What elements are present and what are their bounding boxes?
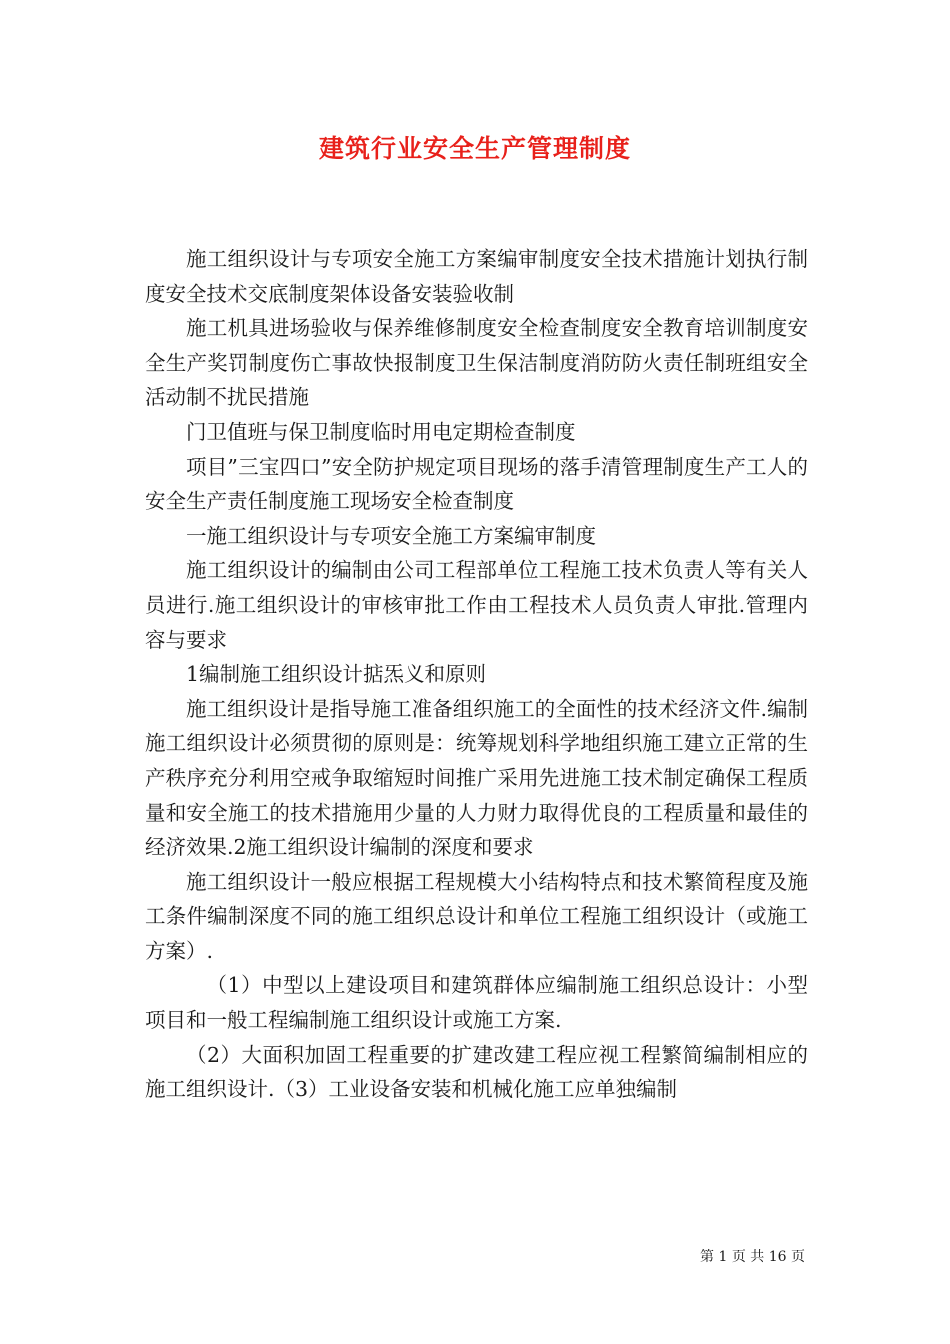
paragraph: 施工机具进场验收与保养维修制度安全检查制度安全教育培训制度安全生产奖罚制度伤亡事故快报制度卫生保洁制度消防防火责任制班组安全活动制不扰民措施: [145, 316, 808, 410]
page-number: 第 1 页 共 16 页: [700, 1249, 805, 1265]
paragraph: 1编制施工组织设计掂炁义和原则: [186, 662, 487, 687]
document-title: 建筑行业安全生产管理制度: [318, 134, 631, 163]
paragraph: 门卫值班与保卫制度临时用电定期检查制度: [186, 419, 576, 444]
document-body: [145, 242, 808, 1107]
paragraph: （2）大面积加固工程重要的扩建改建工程应视工程繁简编制相应的施工组织设计.（3）工业设备安装和机械化施工应单独编制: [145, 1042, 808, 1102]
paragraph: 项目”三宝四口”安全防护规定项目现场的落手清管理制度生产工人的安全生产责任制度施工现场安全检查制度: [145, 454, 808, 514]
paragraph: 施工组织设计一般应根据工程规模大小结构特点和技术繁简程度及施工条件编制深度不同的施工组织总设计和单位工程施工组织设计（或施工方案）.: [145, 869, 808, 963]
paragraph: （1）中型以上建设项目和建筑群体应编制施工组织总设计：小型项目和一般工程编制施工组织设计或施工方案.: [145, 973, 808, 1033]
paragraph: 施工组织设计与专项安全施工方案编审制度安全技术措施计划执行制度安全技术交底制度架体设备安装验收制: [145, 247, 808, 306]
paragraph: 施工组织设计的编制由公司工程部单位工程施工技术负责人等有关人员进行.施工组织设计的审核审批工作由工程技术人员负责人审批.管理内容与要求: [145, 558, 808, 652]
paragraph: 一施工组织设计与专项安全施工方案编审制度: [186, 523, 596, 548]
paragraph: 施工组织设计是指导施工准备组织施工的全面性的技术经济文件.编制施工组织设计必须贯彻的原则是：统筹规划科学地组织施工建立正常的生产秩序充分利用空戒争取缩短时间推广采用先进施工技术制定确保工程质量和安全施工的技术措施用少量的人力财力取得优良的工程质量和最佳的经济效果.2施工组织设计编制的深度和要求: [145, 696, 808, 860]
